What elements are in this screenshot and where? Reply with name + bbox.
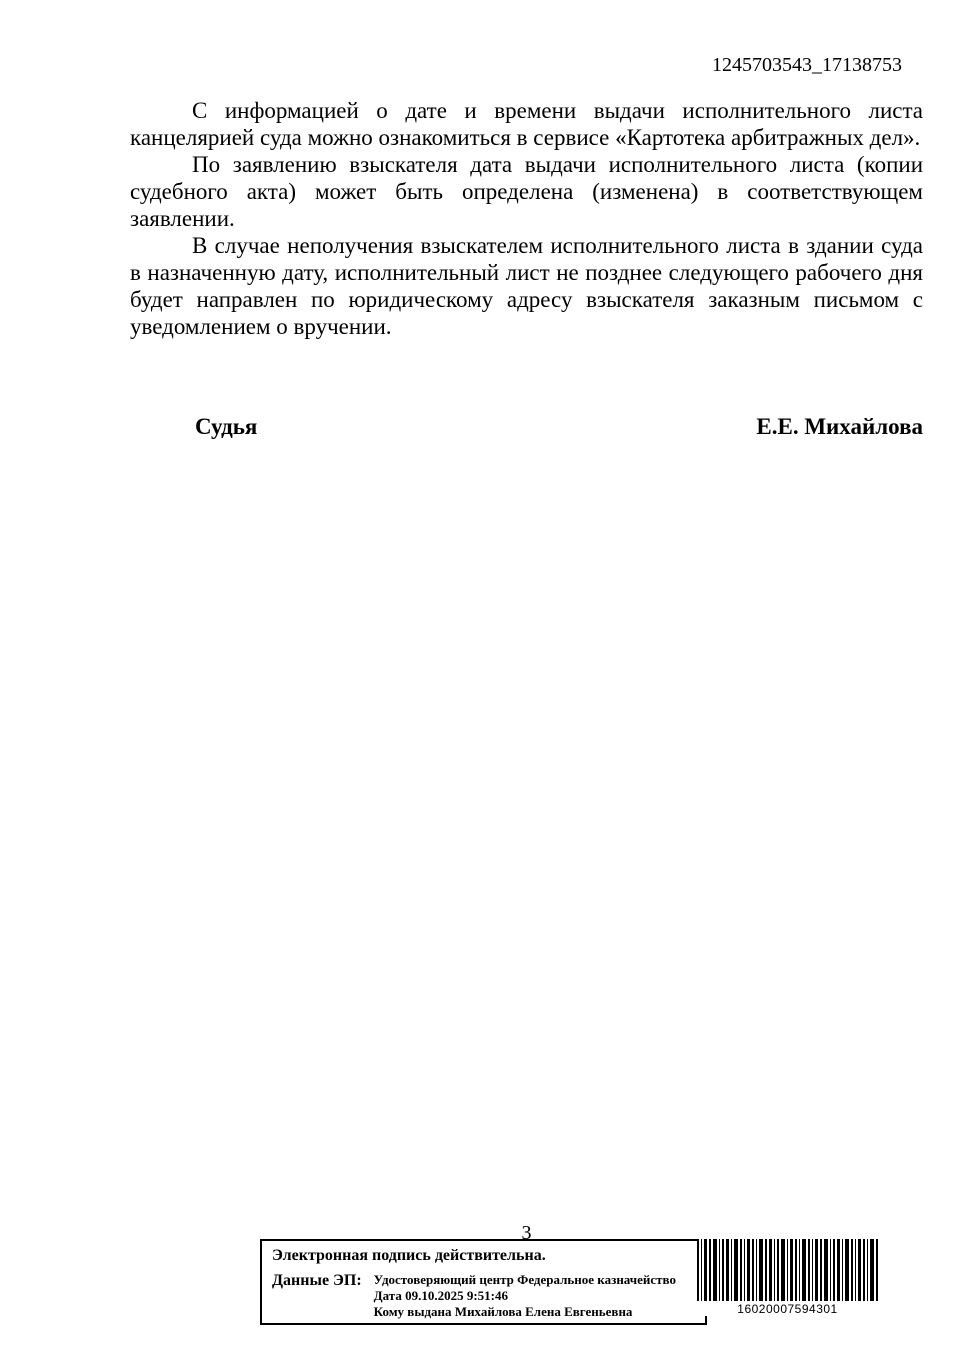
stamp-issued-to: Кому выдана Михайлова Елена Евгеньевна — [373, 1304, 633, 1319]
barcode — [697, 1239, 878, 1316]
paragraph-date-change: По заявлению взыскателя дата выдачи исполнительного листа (копии судебного акта) может быть определена (изменена) в соответствующем заявлении. — [130, 152, 923, 231]
judge-name: Е.Е. Михайлова — [756, 414, 923, 439]
stamp-title: Электронная подпись действительна. — [272, 1247, 546, 1264]
page-number: 3 — [521, 1222, 532, 1244]
paragraph-mail-delivery: В случае неполучения взыскателем исполнительного листа в здании суда в назначенную дату, исполнительный лист не позднее следующего рабочего дня будет направлен по юридическому адресу взыскателя заказным письмом с уведомлением о вручении. — [130, 233, 923, 339]
document-id-number: 1245703543_17138753 — [712, 54, 902, 76]
stamp-certification-center: Удостоверяющий центр Федеральное казначейство — [373, 1272, 676, 1287]
barcode-number: 16020007594301 — [737, 1302, 838, 1316]
signature-row — [130, 413, 923, 440]
document-body — [130, 97, 923, 340]
stamp-date: Дата 09.10.2025 9:51:46 — [373, 1288, 508, 1303]
paragraph-kartoteka-info: С информацией о дате и времени выдачи исполнительного листа канцелярией суда можно ознакомиться в сервисе «Картотека арбитражных дел». — [130, 98, 923, 150]
judge-role-label: Судья — [195, 414, 258, 439]
stamp-data-label: Данные ЭП: — [272, 1272, 362, 1289]
electronic-signature-stamp — [260, 1239, 707, 1325]
barcode-bars-icon — [697, 1239, 878, 1301]
